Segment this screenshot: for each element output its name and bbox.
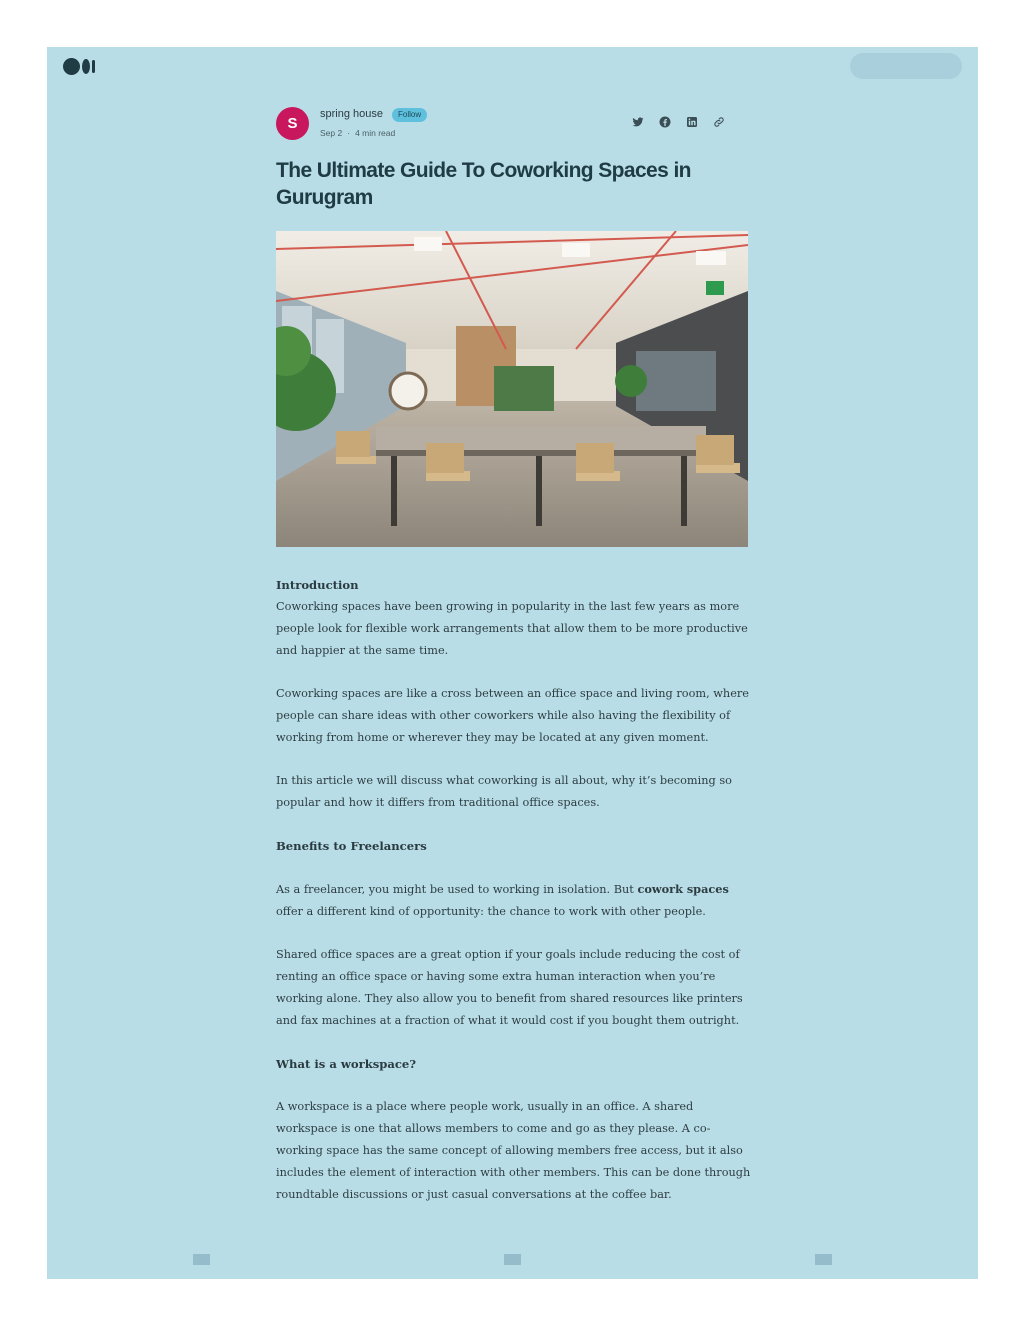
facebook-icon[interactable] xyxy=(659,116,675,130)
page-tab-left xyxy=(193,1254,210,1265)
top-bar-pill[interactable] xyxy=(850,53,962,79)
paragraph-1: Coworking spaces have been growing in popularity in the last few years as more people look for flexible work arrangements that allow them to be more productive and happier at the same time. xyxy=(276,600,748,657)
article-title: The Ultimate Guide To Coworking Spaces in Gurugram xyxy=(276,159,691,209)
post-meta xyxy=(320,128,395,138)
article-page xyxy=(47,47,978,1279)
intro-heading: Introduction xyxy=(276,578,359,592)
avatar[interactable]: S xyxy=(276,107,309,140)
post-date: Sep 2 xyxy=(320,128,343,138)
page-tab-center xyxy=(504,1254,521,1265)
linkedin-icon[interactable] xyxy=(686,116,702,130)
paragraph-6: A workspace is a place where people work, usually in an office. A shared workspace is one that allows members to come and go as they please. A co-working space has the same concept of allowing members free access, but it also includes the element of interaction with other members. This can be done through roundtable discussions or just casual conversations at the coffee bar. xyxy=(276,1100,751,1201)
benefits-heading: Benefits to Freelancers xyxy=(276,839,427,853)
paragraph-4-text-end: offer a different kind of opportunity: the chance to work with other people. xyxy=(276,905,706,918)
page-tab-right xyxy=(815,1254,832,1265)
article-body xyxy=(276,574,751,1206)
share-bar xyxy=(632,112,735,131)
paragraph-3: In this article we will discuss what coworking is all about, why it’s becoming so popular and how it differs from traditional office spaces. xyxy=(276,774,732,809)
hero-image xyxy=(276,231,748,547)
read-time: 4 min read xyxy=(355,128,396,138)
author-name[interactable]: spring house xyxy=(320,108,383,120)
follow-button[interactable]: Follow xyxy=(392,108,427,122)
link-icon[interactable] xyxy=(713,116,729,130)
workspace-heading: What is a workspace? xyxy=(276,1057,417,1071)
paragraph-4 xyxy=(276,878,751,923)
paragraph-4-text: As a freelancer, you might be used to working in isolation. But xyxy=(276,883,638,896)
meta-separator: · xyxy=(347,128,351,138)
paragraph-2: Coworking spaces are like a cross between an office space and living room, where people can share ideas with other coworkers while also having the flexibility of working from home or wherever they may be located at any given moment. xyxy=(276,687,749,744)
paragraph-5: Shared office spaces are a great option if your goals include reducing the cost of renting an office space or having some extra human interaction when you’re working alone. They also allow you to benefit from shared resources like printers and fax machines at a fraction of what it would cost if you bought them outright. xyxy=(276,948,743,1027)
twitter-icon[interactable] xyxy=(632,116,648,130)
author-bar xyxy=(276,106,748,142)
cowork-spaces-link[interactable]: cowork spaces xyxy=(637,882,729,896)
